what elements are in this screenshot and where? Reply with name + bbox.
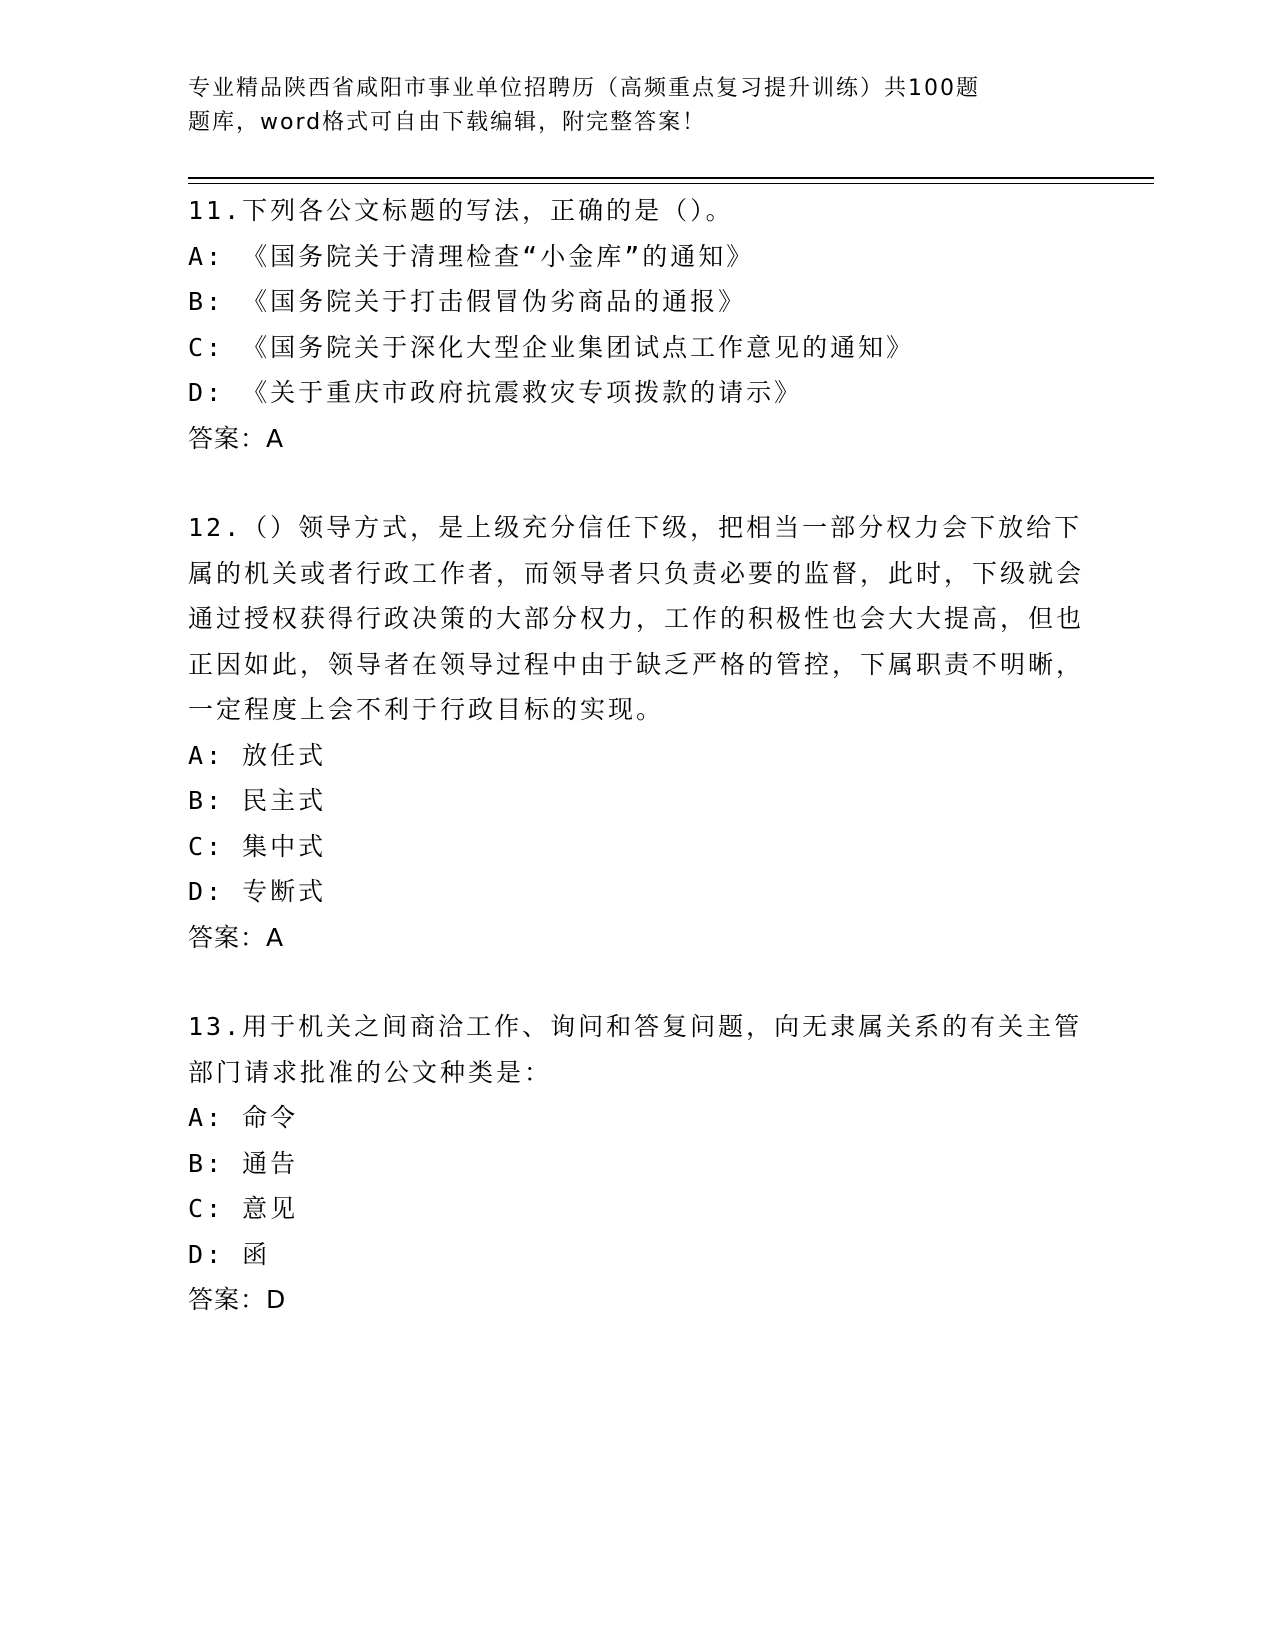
answer-line: 答案：A <box>188 922 285 952</box>
option-d: D: 《关于重庆市政府抗震救灾专项拨款的请示》 <box>188 378 803 407</box>
option-d: D: 函 <box>188 1239 271 1269</box>
option-c: C: 《国务院关于深化大型企业集团试点工作意见的通知》 <box>188 332 915 362</box>
question-stem: 13.用于机关之间商洽工作、询问和答复问题，向无隶属关系的有关主管部门请求批准的公文种类是： <box>188 1012 1083 1087</box>
header-title-line-2: 题库，word格式可自由下载编辑，附完整答案！ <box>188 110 707 135</box>
option-b: B: 通告 <box>188 1148 299 1178</box>
option-c: C: 意见 <box>188 1194 299 1223</box>
question-spacer <box>188 461 1088 505</box>
question-11 <box>188 188 1088 461</box>
question-stem: 12.（）领导方式，是上级充分信任下级，把相当一部分权力会下放给下属的机关或者行政工作者，而领导者只负责必要的监督，此时，下级就会通过授权获得行政决策的大部分权力，工作的积极性也会大大提高，但也正因如此，领导者在领导过程中由于缺乏严格的管控，下属职责不明晰，一定程度上会不利于行政目标的实现。 <box>188 513 1085 724</box>
header-divider-thin <box>188 183 1154 184</box>
option-a: A: 《国务院关于清理检查“小金库”的通知》 <box>188 241 755 271</box>
option-b: B: 《国务院关于打击假冒伪劣商品的通报》 <box>188 287 747 316</box>
question-13 <box>188 1004 1088 1323</box>
answer-line: 答案：A <box>188 423 285 453</box>
answer-line: 答案：D <box>188 1285 287 1314</box>
document-header <box>188 72 1068 140</box>
option-b: B: 民主式 <box>188 786 327 815</box>
option-d: D: 专断式 <box>188 877 327 906</box>
question-stem: 11.下列各公文标题的写法，正确的是（）。 <box>188 196 734 225</box>
question-list <box>188 188 1088 1323</box>
option-a: A: 命令 <box>188 1103 299 1132</box>
option-a: A: 放任式 <box>188 740 327 770</box>
header-divider-thick <box>188 177 1154 179</box>
option-c: C: 集中式 <box>188 831 327 861</box>
header-title-line-1: 专业精品陕西省咸阳市事业单位招聘历（高频重点复习提升训练）共100题 <box>188 76 980 101</box>
question-12 <box>188 505 1088 960</box>
question-spacer <box>188 960 1088 1004</box>
